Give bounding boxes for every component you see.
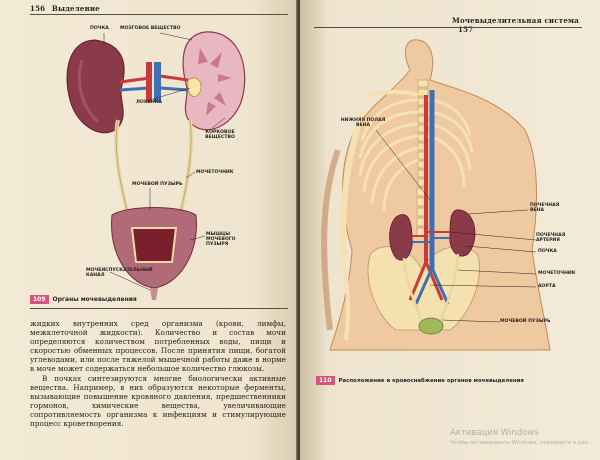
figure-110-caption [316,376,524,385]
right-page-number: 157 [458,25,474,34]
urinary-location-figure [300,0,600,350]
label-renal-artery: ПОЧЕЧНАЯ АРТЕРИЯ [536,233,566,243]
activation-watermark-title: Активация Windows [450,428,539,438]
paragraph-2: В почках синтезируются многие биологически активные вещества. Например, в них образуются некоторые ферменты, вызывающие повышение кровяного давления, предшественники гормонов, химические вещества, увеличивающие сопротивляемость организма к инфекциям и стимулирующие процесс кроветворения. [30,374,286,428]
label-ureter: МОЧЕТОЧНИК [196,170,234,175]
label-ivc: НИЖНЯЯ ПОЛАЯ ВЕНА [340,118,386,128]
label-bladder-muscles: МЫШЦЫ МОЧЕВОГО ПУЗЫРЯ [206,232,236,247]
label-right-ureter: МОЧЕТОЧНИК [538,271,576,276]
label-aorta: АОРТА [538,284,556,289]
urinary-organs-figure [0,0,298,310]
label-cortex: КОРКОВОЕ ВЕЩЕСТВО [205,130,235,140]
label-urethra: МОЧЕИСПУСКАТЕЛЬНЫЙ КАНАЛ [86,268,153,278]
activation-watermark-subtitle: Чтобы активировать Windows, перейдите в раз... [450,440,593,446]
left-running-title: Выделение [51,4,100,13]
figure-110-title: Расположение и кровоснабжение органов мочевыделения [338,377,524,384]
label-right-bladder: МОЧЕВОЙ ПУЗЫРЬ [500,319,551,324]
figure-109-number: 109 [30,295,49,304]
left-page-number: 156 [30,4,46,13]
figure-109-title: Органы мочевыделения [52,296,137,303]
label-renal-vein: ПОЧЕЧНАЯ ВЕНА [530,203,560,213]
label-right-kidney: ПОЧКА [538,249,557,254]
right-running-title: Мочевыделительная система [452,16,579,25]
figure-109-caption [30,295,137,304]
left-body-text [30,319,286,428]
label-medulla: МОЗГОВОЕ ВЕЩЕСТВО [120,26,181,31]
right-page [300,0,600,460]
label-kidney: ПОЧКА [90,26,109,31]
right-page-bladder [419,318,443,334]
left-page [0,0,298,460]
label-bladder: МОЧЕВОЙ ПУЗЫРЬ [132,182,183,187]
figure-110-number: 110 [316,376,335,385]
caption-rule [30,308,288,309]
label-pelvis: ЛОХАНКА [136,100,162,105]
paragraph-1: жидких внутренних сред организма (крови, лимфы, межклеточной жидкости). Количество и состав мочи определяются количеством потребленных воды, пищи и скоростью обменных процессов. После принятия пищи, богатой углеводами, или после тяжелой мышечной работы даже в норме в моче может содержаться небольшое количество глюкозы. [30,319,286,373]
right-page-kidney-left [390,215,413,261]
